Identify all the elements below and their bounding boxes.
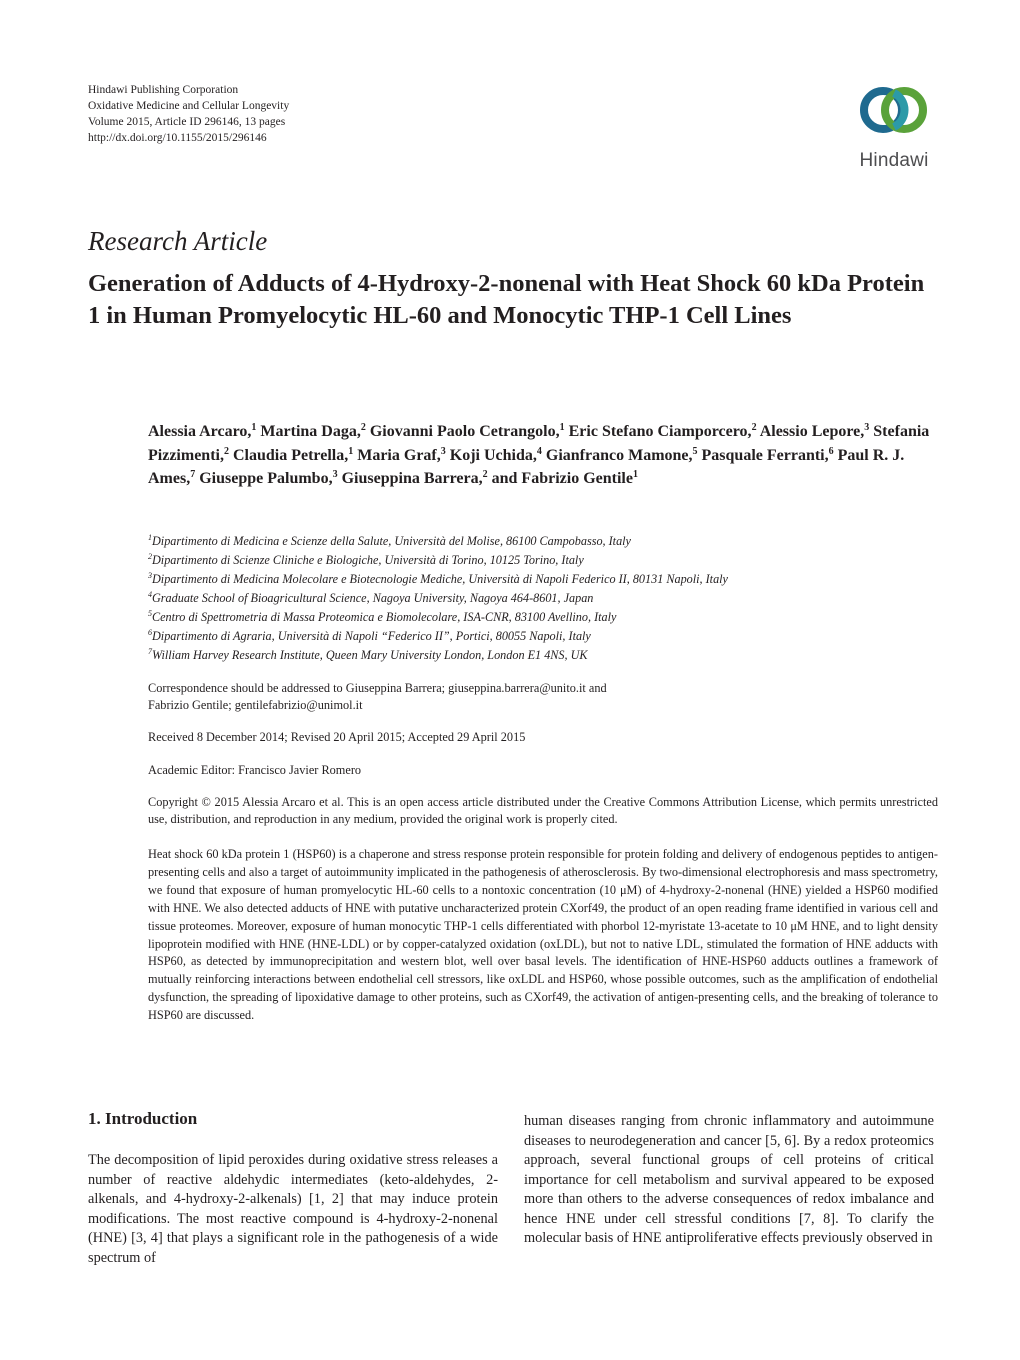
hindawi-logo-icon <box>846 80 942 150</box>
academic-editor: Academic Editor: Francisco Javier Romero <box>148 763 362 777</box>
author-name: Eric Stefano Ciamporcero, <box>568 423 752 440</box>
author-name: Giovanni Paolo Cetrangolo, <box>369 423 560 440</box>
affiliation-item <box>148 532 938 551</box>
affiliation-item <box>148 646 938 665</box>
affiliation-item <box>148 551 938 570</box>
paragraph: The decomposition of lipid peroxides during oxidative stress releases a number of reactive aldehydic intermediates (keto-aldehydes, 2-alkenals, and 4-hydroxy-2-alkenals) [1, 2] that may induce protein modifications. The most reactive compound is 4-hydroxy-2-nonenal (HNE) [3, 4] that plays a significant role in the pathogenesis of a wide spectrum of <box>88 1152 498 1266</box>
affiliation-text: Dipartimento di Medicina e Scienze della Salute, Università del Molise, 86100 Campobasso, Italy <box>152 534 631 548</box>
author-name: Alessio Lepore, <box>759 423 865 440</box>
author-affiliation-marker: 7 <box>190 469 196 480</box>
author-name: and Fabrizio Gentile <box>491 470 633 487</box>
author-name: Maria Graf, <box>357 446 441 464</box>
affiliation-number: 3 <box>148 571 152 580</box>
author-affiliation-marker: 1 <box>559 422 565 433</box>
author-affiliation-marker: 1 <box>632 469 638 480</box>
abstract-text: Heat shock 60 kDa protein 1 (HSP60) is a chaperone and stress response protein responsible for protein folding and delivery of endogenous peptides to antigen-presenting cells and also a target of autoimmunity implicated in the pathogenesis of atherosclerosis. By two-dimensional electrophoresis and mass spectrometry, we found that exposure of human promyelocytic HL-60 cells to a nontoxic concentration (10 μM) of 4-hydroxy-2-nonenal (HNE) yielded a HSP60 modified with HNE. We also detected adducts of HNE with putative uncharacterized protein CXorf49, the product of an open reading frame identified in various cell and tissue proteomes. Moreover, exposure of human monocytic THP-1 cells differentiated with phorbol 12-myristate 13-acetate to 10 μM HNE, and to light density lipoprotein modified with HNE (HNE-LDL) or by copper-catalyzed oxidation (oxLDL), but not to native LDL, stimulated the formation of HNE adducts with HSP60, as detected by immunoprecipitation and western blot, well over basal levels. The identification of HNE-HSP60 adducts outlines a framework of mutually reinforcing interactions between endothelial cell stressors, like oxLDL and HSP60, whose possible outcomes, such as the amplification of endothelial dysfunction, the spreading of lipoxidative damage to other proteins, such as CXorf49, the activation of antigen-presenting cells, and the breaking of tolerance to HSP60 are discussed. <box>148 847 938 1023</box>
author-affiliation-marker: 3 <box>864 422 870 433</box>
author-name: Koji Uchida, <box>449 446 537 464</box>
author-affiliation-marker: 1 <box>348 445 354 457</box>
affiliation-item <box>148 570 938 589</box>
journal-name: Oxidative Medicine and Cellular Longevity <box>88 100 290 112</box>
author-affiliation-marker: 6 <box>828 445 834 457</box>
logo-wordmark: Hindawi <box>859 150 929 171</box>
affiliation-number: 6 <box>148 628 152 637</box>
received-dates: Received 8 December 2014; Revised 20 April 2015; Accepted 29 April 2015 <box>148 730 526 744</box>
affiliation-text: Graduate School of Bioagricultural Science, Nagoya University, Nagoya 464-8601, Japan <box>152 591 594 605</box>
author-name: Giuseppina Barrera, <box>341 470 483 487</box>
correspondence <box>148 680 938 714</box>
author-affiliation-marker: 3 <box>332 469 338 480</box>
affiliation-item <box>148 627 938 646</box>
author-name: Gianfranco Mamone, <box>545 446 693 464</box>
author-affiliation-marker: 3 <box>440 445 446 457</box>
doi-link[interactable]: http://dx.doi.org/10.1155/2015/296146 <box>88 132 267 144</box>
affiliation-text: Dipartimento di Medicina Molecolare e Biotecnologie Mediche, Università di Napoli Federico II, 80131 Napoli, Italy <box>152 572 728 586</box>
affiliation-text: William Harvey Research Institute, Queen Mary University London, London E1 4NS, UK <box>152 648 588 662</box>
body-column-left <box>88 1151 498 1268</box>
affiliation-number: 4 <box>148 590 152 599</box>
author-affiliation-marker: 2 <box>482 469 488 480</box>
affiliation-list <box>148 532 938 665</box>
paragraph: human diseases ranging from chronic inflammatory and autoimmune diseases to neurodegeneration and cancer [5, 6]. By a redox proteomics approach, several functional groups of cell proteins of critical importance for cell metabolism and survival appeared to be exposed more than others to the adverse consequences of redox imbalance and hence HNE under cell stressful conditions [7, 8]. To clarify the molecular basis of HNE antiproliferative effects previously observed in <box>524 1113 934 1246</box>
author-affiliation-marker: 2 <box>360 422 366 433</box>
volume-info: Volume 2015, Article ID 296146, 13 pages <box>88 116 286 128</box>
article-title: Generation of Adducts of 4-Hydroxy-2-nonenal with Heat Shock 60 kDa Protein 1 in Human Promyelocytic HL-60 and Monocytic THP-1 Cell Lines <box>88 270 925 329</box>
author-name: Martina Daga, <box>260 423 361 440</box>
author-name: Giuseppe Palumbo, <box>199 470 333 487</box>
affiliation-item <box>148 589 938 608</box>
affiliation-item <box>148 608 938 627</box>
author-name: Alessia Arcaro, <box>148 423 252 440</box>
author-affiliation-marker: 2 <box>751 422 757 433</box>
author-affiliation-marker: 4 <box>536 445 542 457</box>
author-name: Paul R. J. Ames, <box>148 446 905 487</box>
body-column-right <box>524 1112 934 1249</box>
journal-info <box>88 82 289 146</box>
publisher-name: Hindawi Publishing Corporation <box>88 84 239 96</box>
affiliation-number: 5 <box>148 609 152 618</box>
author-name: Claudia Petrella, <box>232 446 349 464</box>
affiliation-number: 2 <box>148 552 152 561</box>
author-list <box>148 420 948 491</box>
affiliation-number: 7 <box>148 647 152 656</box>
section-heading: 1. Introduction <box>88 1109 198 1128</box>
affiliation-number: 1 <box>148 533 152 542</box>
affiliation-text: Dipartimento di Agraria, Università di Napoli “Federico II”, Portici, 80055 Napoli, Italy <box>152 629 591 643</box>
author-name: Stefania Pizzimenti, <box>148 423 930 464</box>
author-name: Pasquale Ferranti, <box>701 446 829 464</box>
author-affiliation-marker: 1 <box>251 422 257 433</box>
article-type: Research Article <box>88 226 268 256</box>
correspondence-line-1: Correspondence should be addressed to Giuseppina Barrera; giuseppina.barrera@unito.it and <box>148 681 607 695</box>
author-affiliation-marker: 5 <box>692 445 698 457</box>
copyright-notice: Copyright © 2015 Alessia Arcaro et al. This is an open access article distributed under the Creative Commons Attribution License, which permits unrestricted use, distribution, and reproduction in any medium, provided the original work is properly cited. <box>148 795 938 826</box>
affiliation-text: Centro di Spettrometria di Massa Proteomica e Biomolecolare, ISA-CNR, 83100 Avellino, Italy <box>152 610 617 624</box>
author-affiliation-marker: 2 <box>223 445 229 457</box>
hindawi-logo <box>846 80 942 176</box>
affiliation-text: Dipartimento di Scienze Cliniche e Biologiche, Università di Torino, 10125 Torino, Italy <box>152 553 584 567</box>
correspondence-line-2: Fabrizio Gentile; gentilefabrizio@unimol.it <box>148 698 363 712</box>
